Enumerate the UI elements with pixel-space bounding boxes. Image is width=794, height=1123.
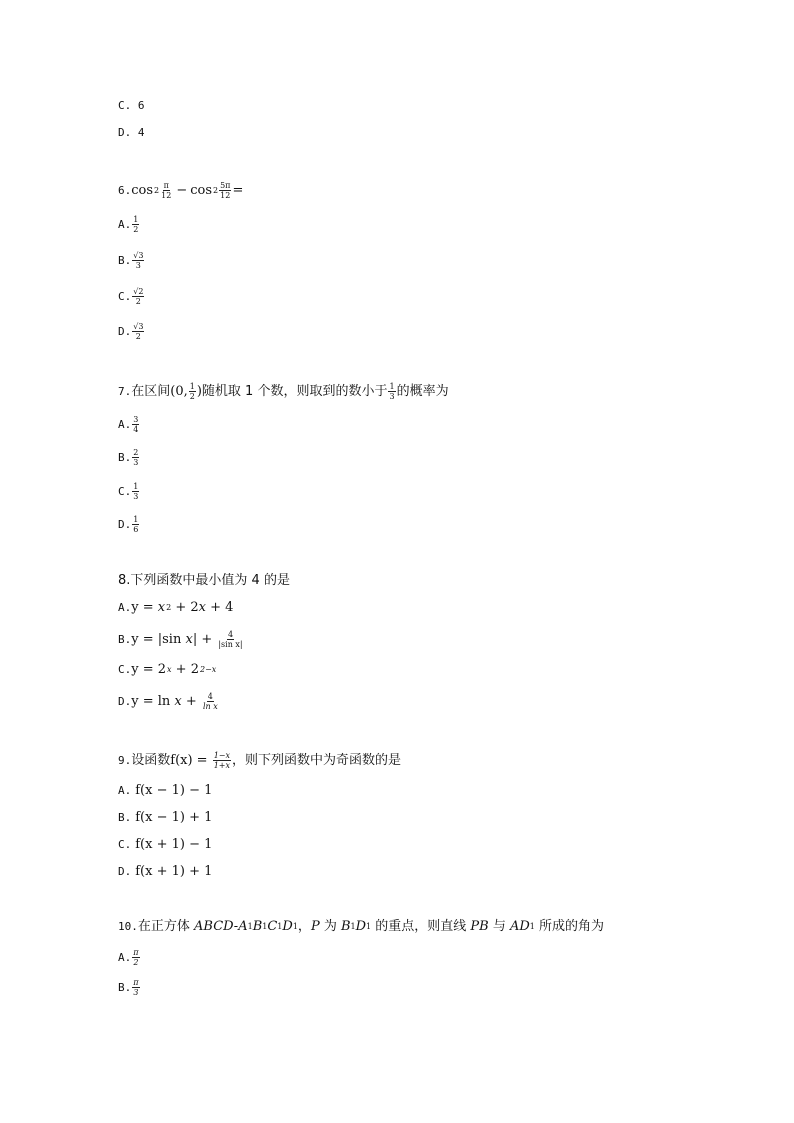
question-8-option-d bbox=[118, 692, 220, 711]
option-label: D. bbox=[118, 865, 132, 878]
numerator: π bbox=[163, 181, 169, 190]
function-expression: f(x) = bbox=[170, 752, 212, 768]
variable: x bbox=[185, 631, 193, 647]
denominator: 3 bbox=[133, 458, 139, 467]
denominator: |sin x| bbox=[218, 640, 243, 649]
expression: y = bbox=[131, 600, 158, 615]
numerator: √3 bbox=[133, 322, 144, 331]
question-8-option-c bbox=[118, 662, 216, 678]
exponent: 2−x bbox=[199, 665, 217, 674]
question-6-option-a bbox=[118, 215, 140, 234]
subscript: 1 bbox=[292, 922, 298, 931]
option-label: B. bbox=[118, 253, 132, 267]
interval-open: (0, bbox=[170, 383, 188, 399]
denominator: 1+x bbox=[213, 761, 231, 770]
stem-text: ， bbox=[297, 919, 311, 934]
stem-text: 的概率为 bbox=[396, 383, 449, 399]
option-label: B. bbox=[118, 632, 132, 646]
fraction bbox=[132, 515, 139, 534]
cube-name: B bbox=[252, 919, 263, 934]
stem-text: 8.下列函数中最小值为 4 的是 bbox=[118, 573, 290, 588]
numerator: π bbox=[133, 948, 139, 957]
denominator: 2 bbox=[133, 225, 139, 234]
denominator: 3 bbox=[133, 492, 139, 501]
expression: + bbox=[181, 693, 201, 709]
fraction bbox=[217, 630, 243, 649]
expression: | + bbox=[192, 631, 217, 647]
question-6-stem bbox=[118, 181, 243, 200]
variable: x bbox=[174, 693, 182, 709]
numerator: 3 bbox=[133, 415, 139, 424]
option-label: A. bbox=[118, 217, 132, 231]
question-6-option-d bbox=[118, 322, 145, 341]
question-7-stem bbox=[118, 382, 449, 401]
option-c-prev bbox=[118, 98, 145, 114]
question-number: 10. bbox=[118, 920, 138, 933]
exponent: x bbox=[167, 665, 172, 674]
option-label: B. bbox=[118, 450, 132, 464]
cos-term: cos bbox=[190, 182, 212, 198]
fraction bbox=[132, 287, 144, 306]
minus-sign: − bbox=[176, 182, 188, 198]
option-label: C. bbox=[118, 289, 132, 303]
numerator: 1 bbox=[389, 382, 395, 391]
denominator: 2 bbox=[135, 297, 141, 306]
cos-term: cos bbox=[131, 182, 154, 198]
question-9-option-c bbox=[118, 837, 212, 853]
fraction bbox=[202, 692, 219, 711]
question-number: 6. bbox=[118, 183, 132, 197]
option-label: C. bbox=[118, 663, 132, 676]
question-7-option-a bbox=[118, 415, 140, 434]
denominator: 3 bbox=[133, 988, 139, 997]
expression: f(x + 1) − 1 bbox=[135, 837, 213, 852]
option-label: A. bbox=[118, 950, 132, 964]
numerator: 1 bbox=[133, 215, 139, 224]
expression: + 4 bbox=[205, 600, 234, 615]
option-label: D. bbox=[118, 324, 132, 338]
stem-text: ，则下列函数中为奇函数的是 bbox=[232, 752, 402, 768]
option-label: C. bbox=[118, 838, 132, 851]
question-7-option-b bbox=[118, 448, 140, 467]
stem-text: 随机取 1 个数，则取到的数小于 bbox=[201, 383, 388, 399]
cube-name: ABCD-A bbox=[194, 919, 248, 934]
denominator: 4 bbox=[133, 425, 139, 434]
numerator: π bbox=[133, 978, 139, 987]
stem-text: 的重点，则直线 bbox=[371, 919, 471, 934]
option-text: D. 4 bbox=[118, 126, 145, 139]
numerator: 1 bbox=[133, 515, 139, 524]
stem-text: 在区间 bbox=[131, 383, 171, 399]
stem-text: 在正方体 bbox=[137, 919, 195, 934]
question-6-option-b bbox=[118, 251, 145, 270]
question-9-option-d bbox=[118, 864, 212, 880]
expression: y = |sin bbox=[131, 631, 186, 647]
denominator: 12 bbox=[161, 191, 172, 200]
numerator: 2 bbox=[133, 448, 139, 457]
fraction bbox=[132, 948, 139, 967]
numerator: √3 bbox=[133, 251, 144, 260]
point-name: P bbox=[310, 919, 320, 934]
subscript: 1 bbox=[247, 922, 253, 931]
segment-name: D bbox=[355, 919, 367, 934]
question-9-option-a bbox=[118, 783, 212, 799]
fraction bbox=[388, 382, 395, 401]
option-label: D. bbox=[118, 694, 132, 708]
option-label: A. bbox=[118, 417, 132, 431]
fraction bbox=[132, 322, 144, 341]
fraction bbox=[132, 251, 144, 270]
question-9-stem bbox=[118, 751, 401, 770]
line-name: AD bbox=[509, 919, 530, 934]
option-label: A. bbox=[118, 601, 132, 614]
subscript: 1 bbox=[262, 922, 268, 931]
option-label: B. bbox=[118, 980, 132, 994]
line-name: PB bbox=[470, 919, 489, 934]
stem-text: 设函数 bbox=[131, 752, 171, 768]
denominator: 2 bbox=[189, 392, 195, 401]
expression: y = ln bbox=[131, 693, 175, 709]
expression: f(x − 1) + 1 bbox=[135, 810, 213, 825]
fraction bbox=[160, 181, 172, 200]
fraction bbox=[132, 482, 139, 501]
numerator: 4 bbox=[227, 630, 234, 639]
segment-name: B bbox=[340, 919, 351, 934]
stem-text: 为 bbox=[319, 919, 341, 934]
option-d-prev bbox=[118, 125, 145, 141]
cube-name: C bbox=[267, 919, 278, 934]
variable: x bbox=[198, 600, 206, 615]
question-8-stem bbox=[118, 573, 290, 589]
exponent: 2 bbox=[154, 185, 160, 195]
option-label: A. bbox=[118, 784, 132, 797]
numerator: 1−x bbox=[213, 751, 231, 760]
cube-name: D bbox=[282, 919, 293, 934]
fraction bbox=[213, 751, 231, 770]
denominator: 6 bbox=[133, 525, 139, 534]
question-8-option-b bbox=[118, 630, 245, 649]
numerator: 1 bbox=[133, 482, 139, 491]
question-9-option-b bbox=[118, 810, 212, 826]
question-6-option-c bbox=[118, 287, 145, 306]
variable: x bbox=[157, 600, 166, 615]
fraction bbox=[132, 978, 139, 997]
denominator: ln x bbox=[202, 702, 218, 711]
expression: f(x − 1) − 1 bbox=[135, 783, 213, 798]
numerator: √2 bbox=[133, 287, 144, 296]
subscript: 1 bbox=[350, 922, 356, 931]
question-10-stem bbox=[118, 919, 604, 935]
expression: y = 2 bbox=[131, 662, 167, 677]
fraction bbox=[132, 415, 139, 434]
question-number: 7. bbox=[118, 384, 132, 398]
question-7-option-d bbox=[118, 515, 140, 534]
denominator: 12 bbox=[220, 191, 231, 200]
denominator: 3 bbox=[135, 261, 141, 270]
exponent: 2 bbox=[213, 185, 219, 195]
fraction bbox=[132, 448, 139, 467]
numerator: 4 bbox=[207, 692, 213, 701]
option-text: C. 6 bbox=[118, 99, 145, 112]
expression: + 2 bbox=[171, 600, 199, 615]
question-10-option-b bbox=[118, 978, 141, 997]
numerator: 5π bbox=[220, 181, 231, 190]
option-label: D. bbox=[118, 517, 132, 531]
option-label: B. bbox=[118, 811, 132, 824]
denominator: 2 bbox=[133, 958, 139, 967]
stem-text: 所成的角为 bbox=[534, 919, 605, 934]
denominator: 3 bbox=[389, 392, 395, 401]
subscript: 1 bbox=[366, 922, 372, 931]
denominator: 2 bbox=[135, 332, 141, 341]
expression: f(x + 1) + 1 bbox=[135, 864, 213, 879]
fraction bbox=[219, 181, 231, 200]
exponent: 2 bbox=[166, 603, 172, 612]
equals-sign: = bbox=[232, 182, 244, 198]
option-label: C. bbox=[118, 484, 132, 498]
subscript: 1 bbox=[529, 922, 535, 931]
question-10-option-a bbox=[118, 948, 141, 967]
fraction bbox=[189, 382, 196, 401]
question-7-option-c bbox=[118, 482, 140, 501]
question-number: 9. bbox=[118, 753, 132, 767]
question-8-option-a bbox=[118, 600, 233, 616]
fraction bbox=[132, 215, 139, 234]
subscript: 1 bbox=[277, 922, 283, 931]
expression: + 2 bbox=[171, 662, 199, 677]
interval-close: ) bbox=[196, 383, 202, 399]
stem-text: 与 bbox=[488, 919, 510, 934]
numerator: 1 bbox=[189, 382, 195, 391]
